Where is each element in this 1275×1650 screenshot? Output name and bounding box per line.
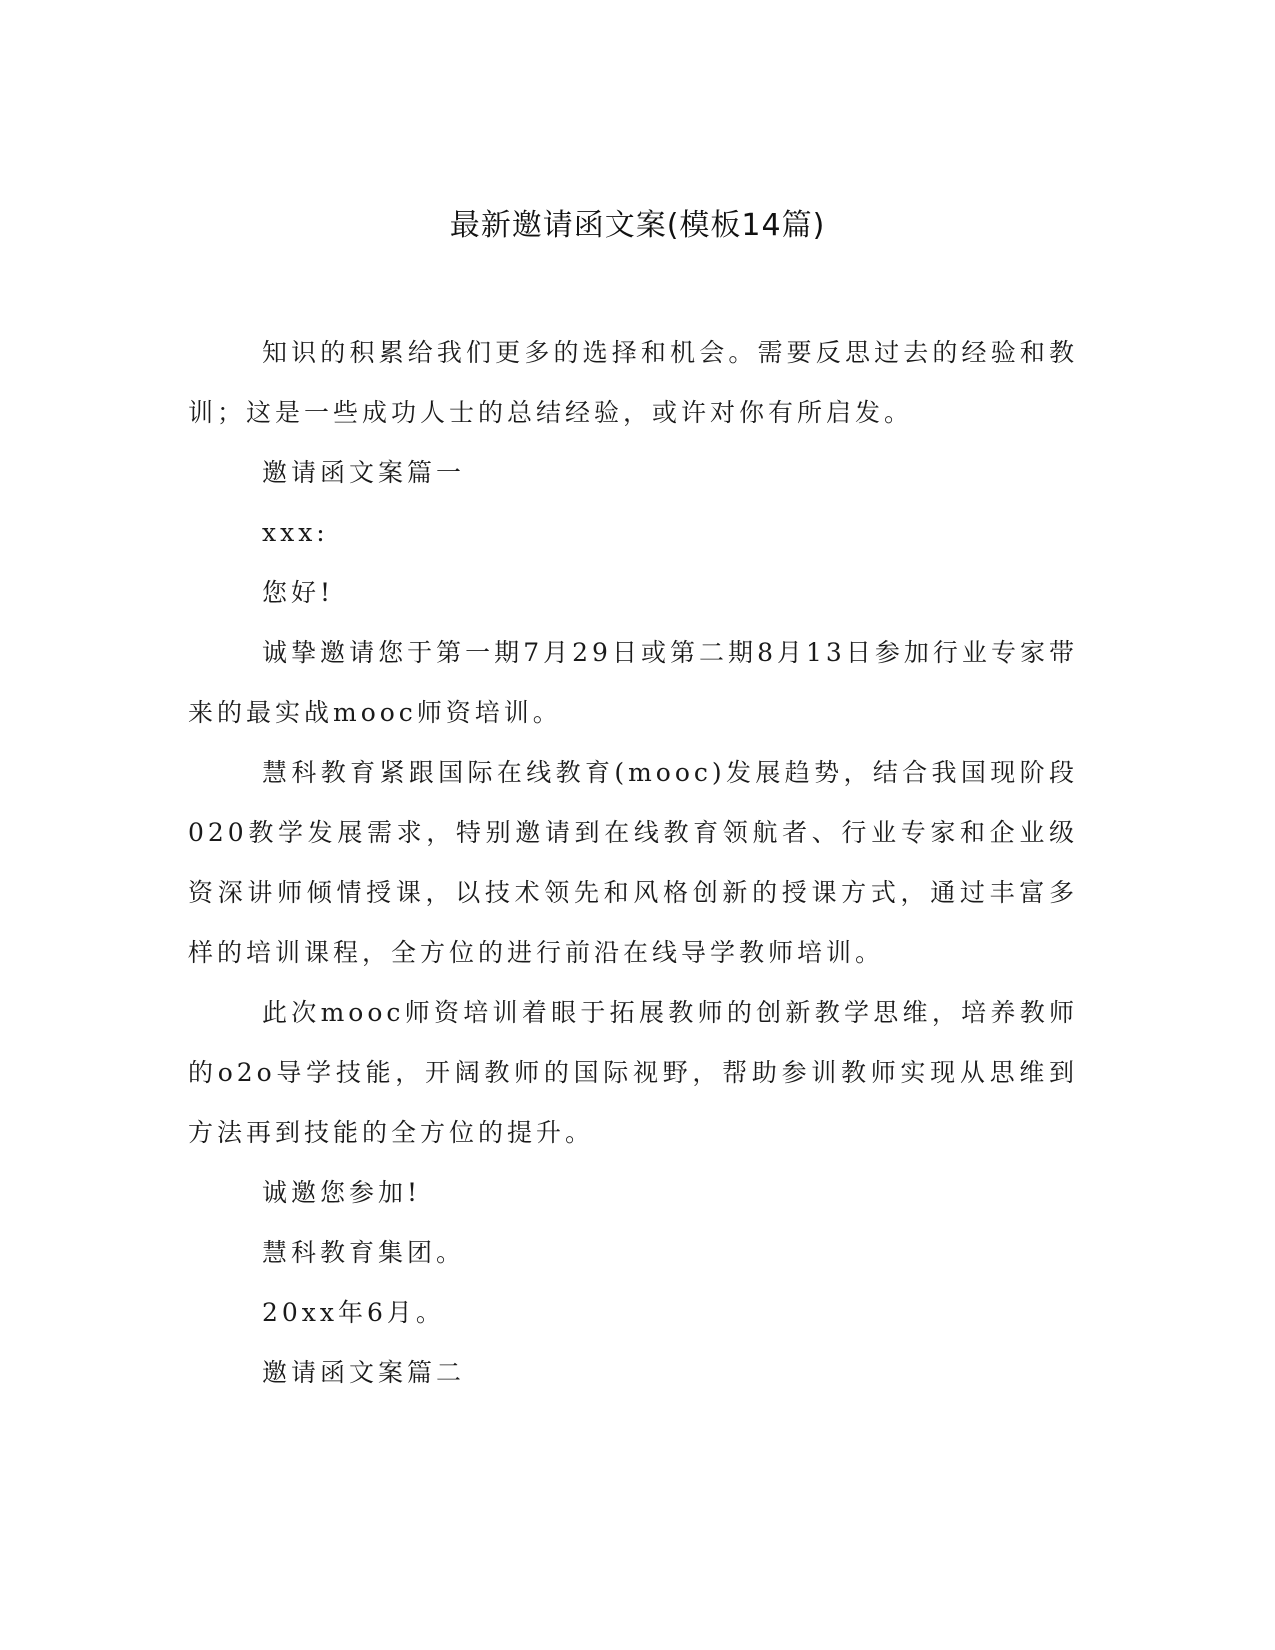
- intro-paragraph: 知识的积累给我们更多的选择和机会。需要反思过去的经验和教训；这是一些成功人士的总结经验，或许对你有所启发。: [188, 338, 1078, 427]
- document-title: 最新邀请函文案(模板14篇): [449, 208, 826, 243]
- section-heading-1: 邀请函文案篇一: [262, 458, 466, 487]
- date-line: 20xx年6月。: [262, 1298, 445, 1327]
- closing-line: 诚邀您参加!: [262, 1178, 422, 1207]
- purpose-paragraph: 此次mooc师资培训着眼于拓展教师的创新教学思维，培养教师的o2o导学技能，开阔教师的国际视野，帮助参训教师实现从思维到方法再到技能的全方位的提升。: [188, 998, 1078, 1147]
- invitation-paragraph: 诚挚邀请您于第一期7月29日或第二期8月13日参加行业专家带来的最实战mooc师资培训。: [188, 638, 1078, 727]
- description-paragraph: 慧科教育紧跟国际在线教育(mooc)发展趋势，结合我国现阶段020教学发展需求，特别邀请到在线教育领航者、行业专家和企业级资深讲师倾情授课，以技术领先和风格创新的授课方式，通过丰富多样的培训课程，全方位的进行前沿在线导学教师培训。: [188, 758, 1078, 967]
- document-body: [188, 323, 1078, 1403]
- greeting: 您好!: [262, 578, 335, 607]
- salutation: xxx:: [262, 518, 329, 547]
- section-heading-2: 邀请函文案篇二: [262, 1358, 466, 1387]
- signature: 慧科教育集团。: [262, 1238, 466, 1267]
